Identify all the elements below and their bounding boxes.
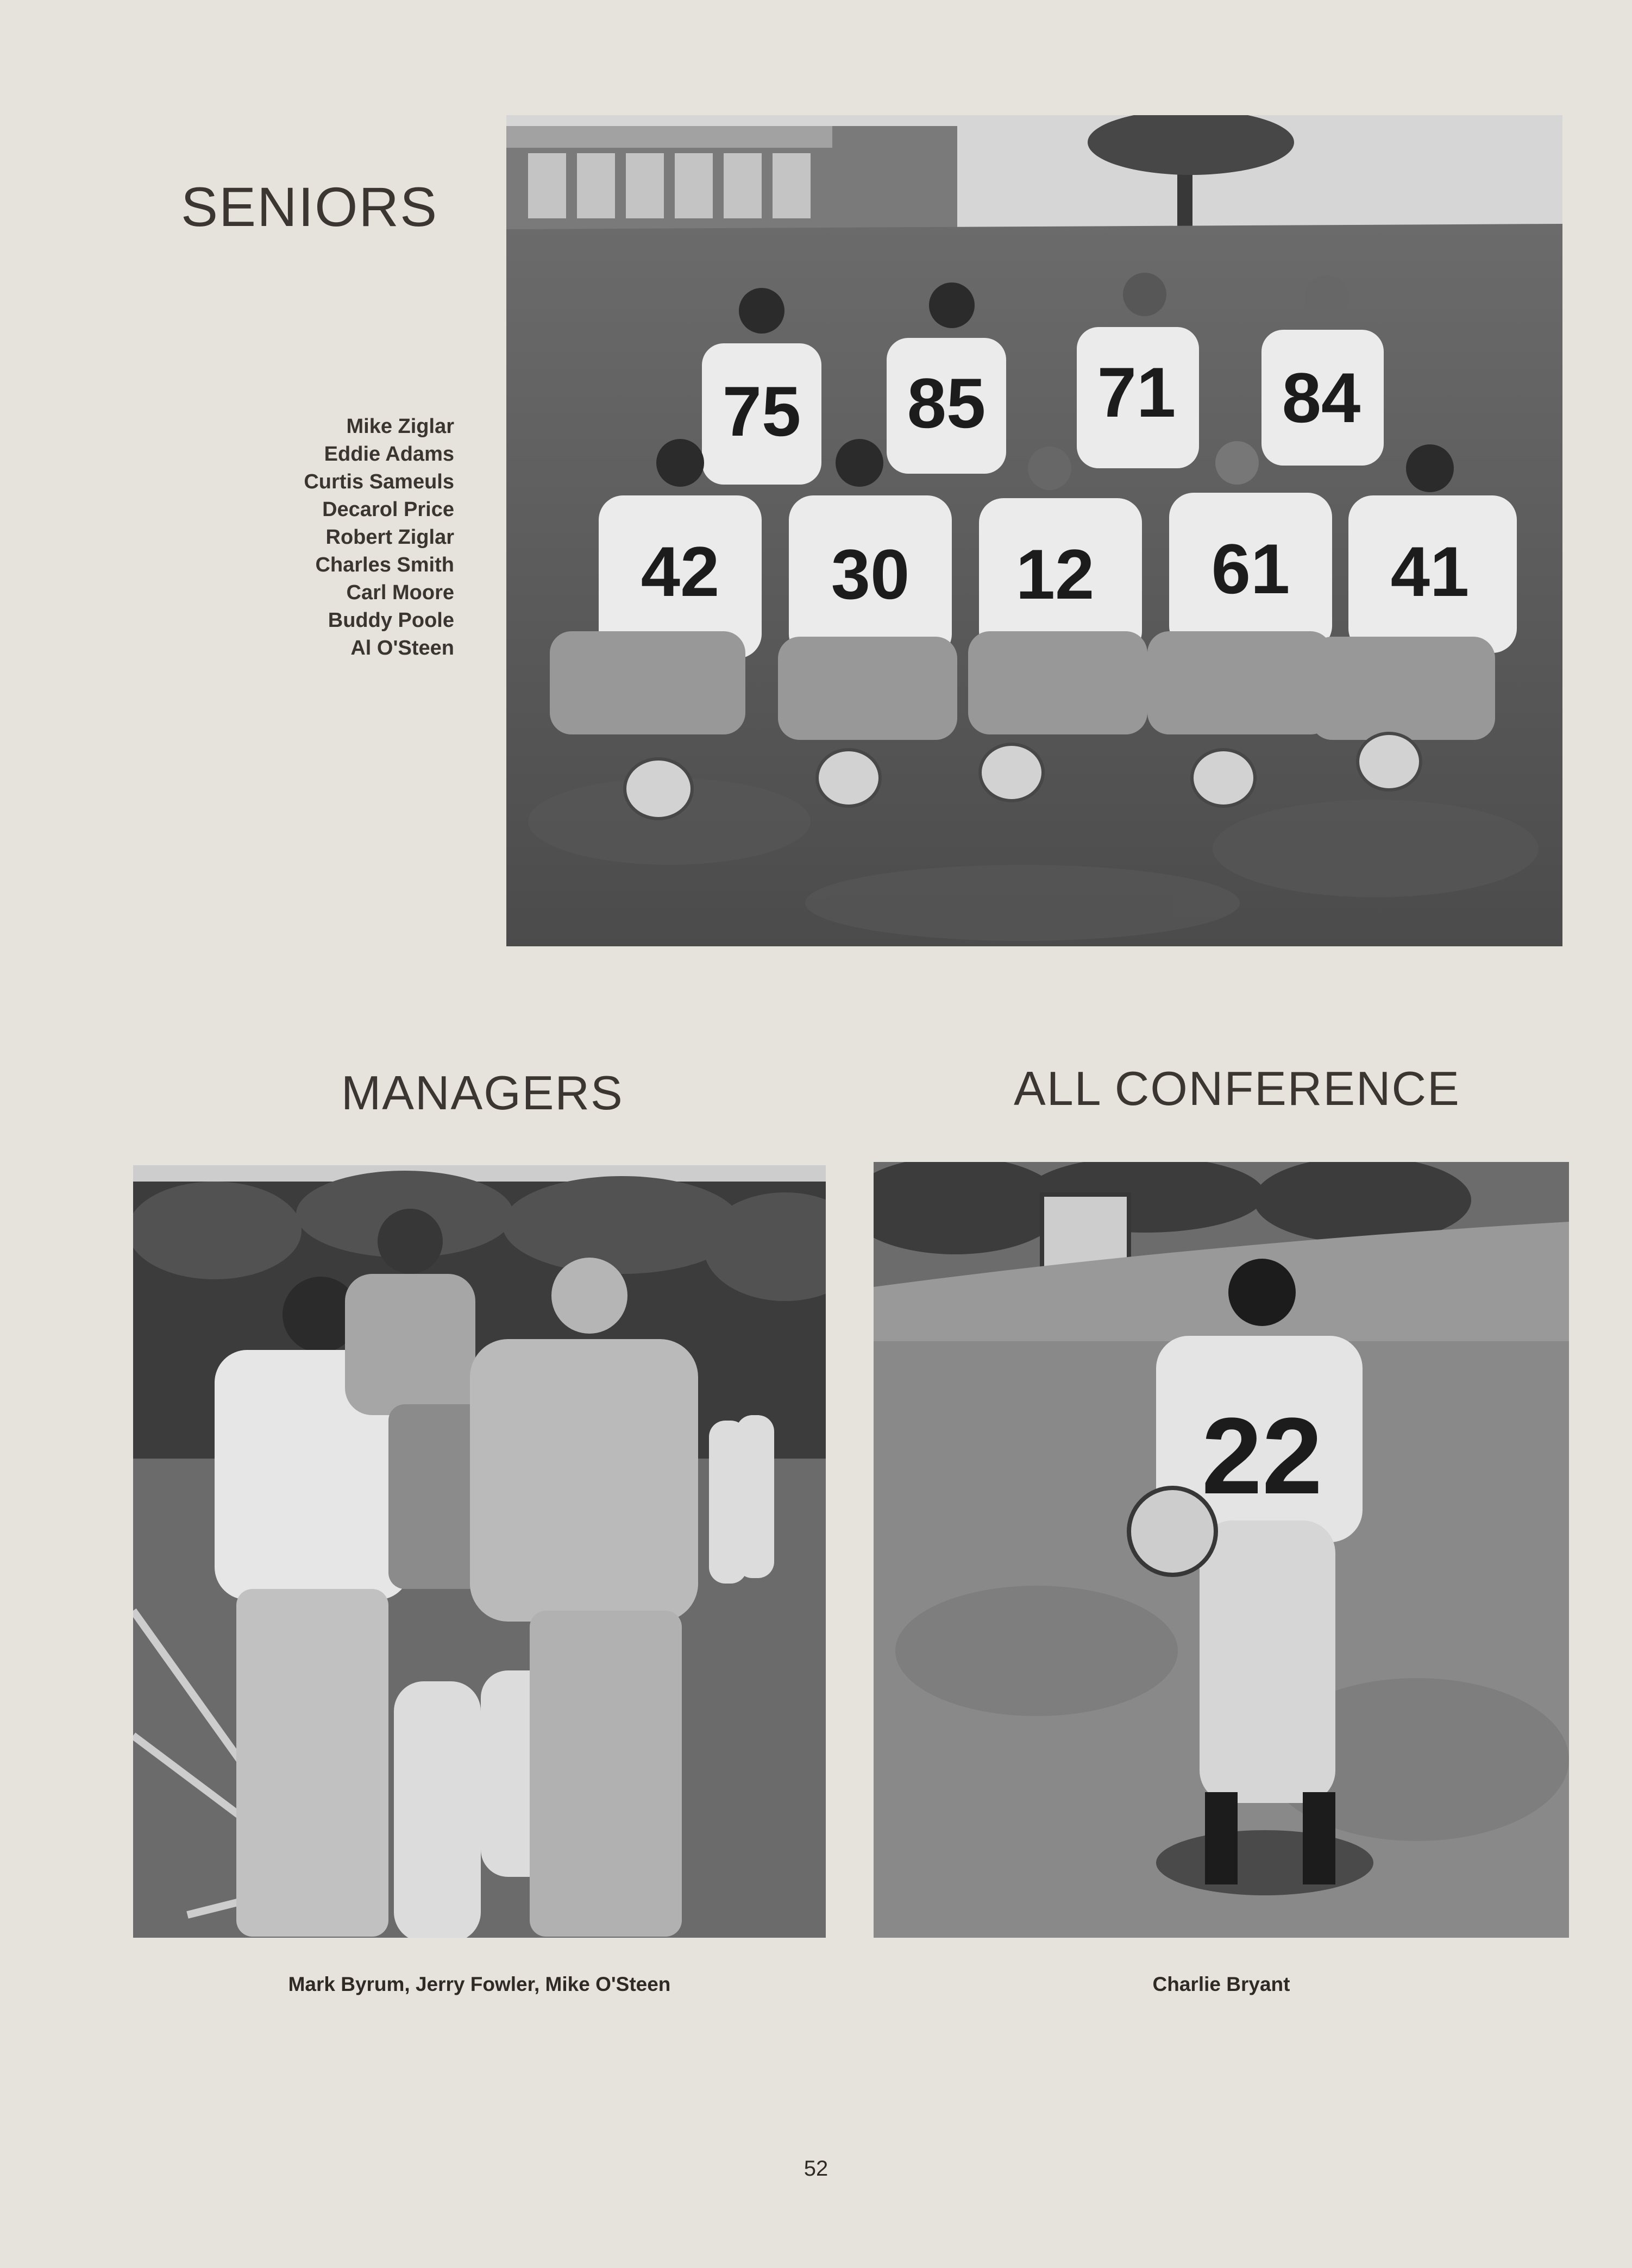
roster-name: Robert Ziglar (325, 526, 454, 549)
roster-name: Carl Moore (346, 581, 454, 604)
jersey-number: 84 (1282, 358, 1361, 437)
all-conference-heading: ALL CONFERENCE (1014, 1061, 1460, 1115)
roster-name: Mike Ziglar (346, 415, 454, 438)
roster-name: Charles Smith (315, 554, 454, 576)
roster-name: Buddy Poole (328, 609, 454, 632)
managers-heading: MANAGERS (341, 1066, 624, 1120)
jersey-number: 75 (722, 372, 801, 451)
seniors-heading: SENIORS (181, 176, 438, 238)
jersey-number: 42 (641, 532, 720, 611)
jersey-number: 61 (1211, 529, 1290, 608)
all-conference-caption: Charlie Bryant (1152, 1973, 1290, 1995)
jersey-number: 85 (907, 363, 986, 443)
seniors-team-photo (506, 115, 1562, 946)
page-number: 52 (804, 2157, 828, 2181)
managers-caption: Mark Byrum, Jerry Fowler, Mike O'Steen (288, 1973, 671, 1995)
jersey-number: 30 (831, 535, 910, 614)
roster-name: Curtis Sameuls (304, 470, 454, 493)
roster-name: Decarol Price (322, 498, 454, 521)
jersey-number: 12 (1015, 535, 1095, 614)
jersey-number: 41 (1390, 532, 1470, 611)
roster-name: Al O'Steen (350, 637, 454, 659)
roster-name: Eddie Adams (324, 443, 454, 466)
jersey-number: 71 (1097, 353, 1176, 432)
jersey-number: 22 (1201, 1396, 1323, 1517)
all-conference-photo (874, 1162, 1569, 1938)
managers-photo (133, 1165, 826, 1938)
seniors-roster (304, 413, 454, 662)
